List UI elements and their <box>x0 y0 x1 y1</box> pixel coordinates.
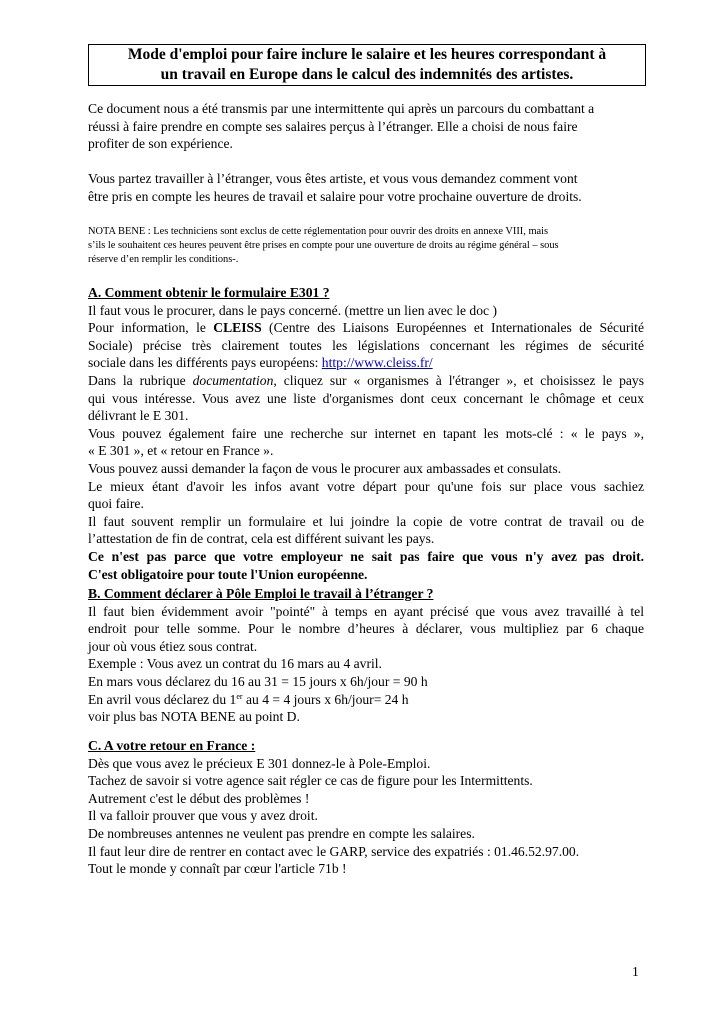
intro-line: réussi à faire prendre en compte ses salaires perçus à l’étranger. Elle a choisi de nous faire <box>88 118 578 134</box>
nota-line: NOTA BENE : Les techniciens sont exclus de cette réglementation pour ouvrir des droits en annexe VIII, mais <box>88 226 549 237</box>
page-number: 1 <box>632 964 639 979</box>
section-a-line: qui vous intéresse. Vous avez une liste d'organismes dont ceux concernant le chômage et ceux <box>88 390 644 406</box>
section-a-text: sociale dans les différents pays européens: <box>88 355 322 371</box>
section-b-line: Exemple : Vous avez un contrat du 16 mars au 4 avril. <box>88 656 382 672</box>
section-c-line: Il faut leur dire de rentrer en contact avec le GARP, service des expatriés : 01.46.52.97.00. <box>88 843 580 859</box>
section-a-line: quoi faire. <box>88 496 144 512</box>
section-a-bold-line: Ce n'est pas parce que votre employeur ne sait pas faire que vous n'y avez pas droit. <box>88 548 644 564</box>
section-a <box>88 284 644 583</box>
cleiss-name: CLEISS <box>213 320 262 336</box>
section-b-text: En avril vous déclarez du 1 <box>88 691 237 707</box>
section-a-heading: A. Comment obtenir le formulaire E301 ? <box>88 285 330 300</box>
intro-paragraph <box>88 100 644 153</box>
intro2-line: être pris en compte les heures de travail et salaire pour votre prochaine ouverture de droits. <box>88 188 582 204</box>
section-a-text: Dans la rubrique <box>88 372 193 388</box>
section-c <box>88 737 644 878</box>
section-b <box>88 585 644 726</box>
section-c-line: De nombreuses antennes ne veulent pas prendre en compte les salaires. <box>88 825 475 841</box>
section-b-line <box>88 691 644 709</box>
section-a-line: Il faut souvent remplir un formulaire et lui joindre la copie de votre contrat de travail ou de <box>88 513 644 529</box>
nota-line: réserve d’en remplir les conditions-. <box>88 254 239 265</box>
title-line-1: Mode d'emploi pour faire inclure le salaire et les heures correspondant à <box>127 46 607 63</box>
section-b-line: voir plus bas NOTA BENE au point D. <box>88 709 300 725</box>
section-a-line <box>88 372 644 390</box>
section-a-line: Il faut vous le procurer, dans le pays concerné. (mettre un lien avec le doc ) <box>88 302 497 318</box>
documentation-term: documentation <box>192 372 274 388</box>
section-c-line: Tout le monde y connaît par cœur l'article 71b ! <box>88 861 347 877</box>
section-a-line: Vous pouvez également faire une recherche sur internet en tapant les mots-clé : « le pays », <box>88 425 644 441</box>
section-a-line: Le mieux étant d'avoir les infos avant votre départ pour qu'une fois sur place vous sachiez <box>88 478 644 494</box>
section-a-line <box>88 354 644 372</box>
section-a-text: (Centre des Liaisons Européennes et Internationales de Sécurité <box>261 320 644 336</box>
section-c-heading: C. A votre retour en France : <box>88 738 256 753</box>
section-a-line <box>88 319 644 337</box>
intro2-line: Vous partez travailler à l’étranger, vous êtes artiste, et vous vous demandez comment vont <box>88 171 578 186</box>
section-b-text: au 4 = 4 jours x 6h/jour= 24 h <box>242 691 409 707</box>
section-b-heading: B. Comment déclarer à Pôle Emploi le travail à l’étranger ? <box>88 586 434 601</box>
intro-line: Ce document nous a été transmis par une intermittente qui après un parcours du combattant a <box>88 101 595 116</box>
section-a-text: Pour information, le <box>88 320 214 336</box>
cleiss-link[interactable]: http://www.cleiss.fr/ <box>321 355 433 371</box>
section-c-line: Autrement c'est le début des problèmes ! <box>88 790 310 806</box>
nota-bene-paragraph <box>88 225 644 267</box>
section-b-line: endroit pour telle somme. Pour le nombre d’heures à déclarer, vous multipliez par 6 chaque <box>88 621 644 637</box>
section-b-line: En mars vous déclarez du 16 au 31 = 15 jours x 6h/jour = 90 h <box>88 673 428 689</box>
section-b-line: Il faut bien évidemment avoir "pointé" à temps en ayant précisé que vous avez travaillé à tel <box>88 603 644 619</box>
section-a-line: Vous pouvez aussi demander la façon de vous le procurer aux ambassades et consulats. <box>88 460 562 476</box>
section-b-line: jour où vous étiez sous contrat. <box>88 638 258 654</box>
section-a-bold-line: C'est obligatoire pour toute l'Union européenne. <box>88 566 368 582</box>
section-a-line: délivrant le E 301. <box>88 408 189 424</box>
section-a-text: , cliquez sur « organismes à l'étranger », et choisissez le pays <box>273 372 644 388</box>
section-a-line: l’attestation de fin de contrat, cela est différent suivant les pays. <box>88 531 435 547</box>
title-line-2: un travail en Europe dans le calcul des indemnités des artistes. <box>160 66 574 83</box>
section-a-line: « E 301 », et « retour en France ». <box>88 443 274 459</box>
nota-line: s’ils le souhaitent ces heures peuvent être prises en compte pour une ouverture de droits au régime général – sous <box>88 240 559 251</box>
section-c-line: Tachez de savoir si votre agence sait régler ce cas de figure pour les Intermittents. <box>88 773 533 789</box>
section-c-line: Dès que vous avez le précieux E 301 donnez-le à Pole-Emploi. <box>88 755 431 771</box>
ordinal-superscript: er <box>236 691 243 701</box>
intro2-paragraph <box>88 170 644 205</box>
section-a-line: Sociale) précise très clairement toutes les législations concernant les régimes de sécurité <box>88 337 644 353</box>
section-c-line: Il va falloir prouver que vous y avez droit. <box>88 808 318 824</box>
document-title-box <box>88 44 646 86</box>
intro-line: profiter de son expérience. <box>88 136 233 152</box>
